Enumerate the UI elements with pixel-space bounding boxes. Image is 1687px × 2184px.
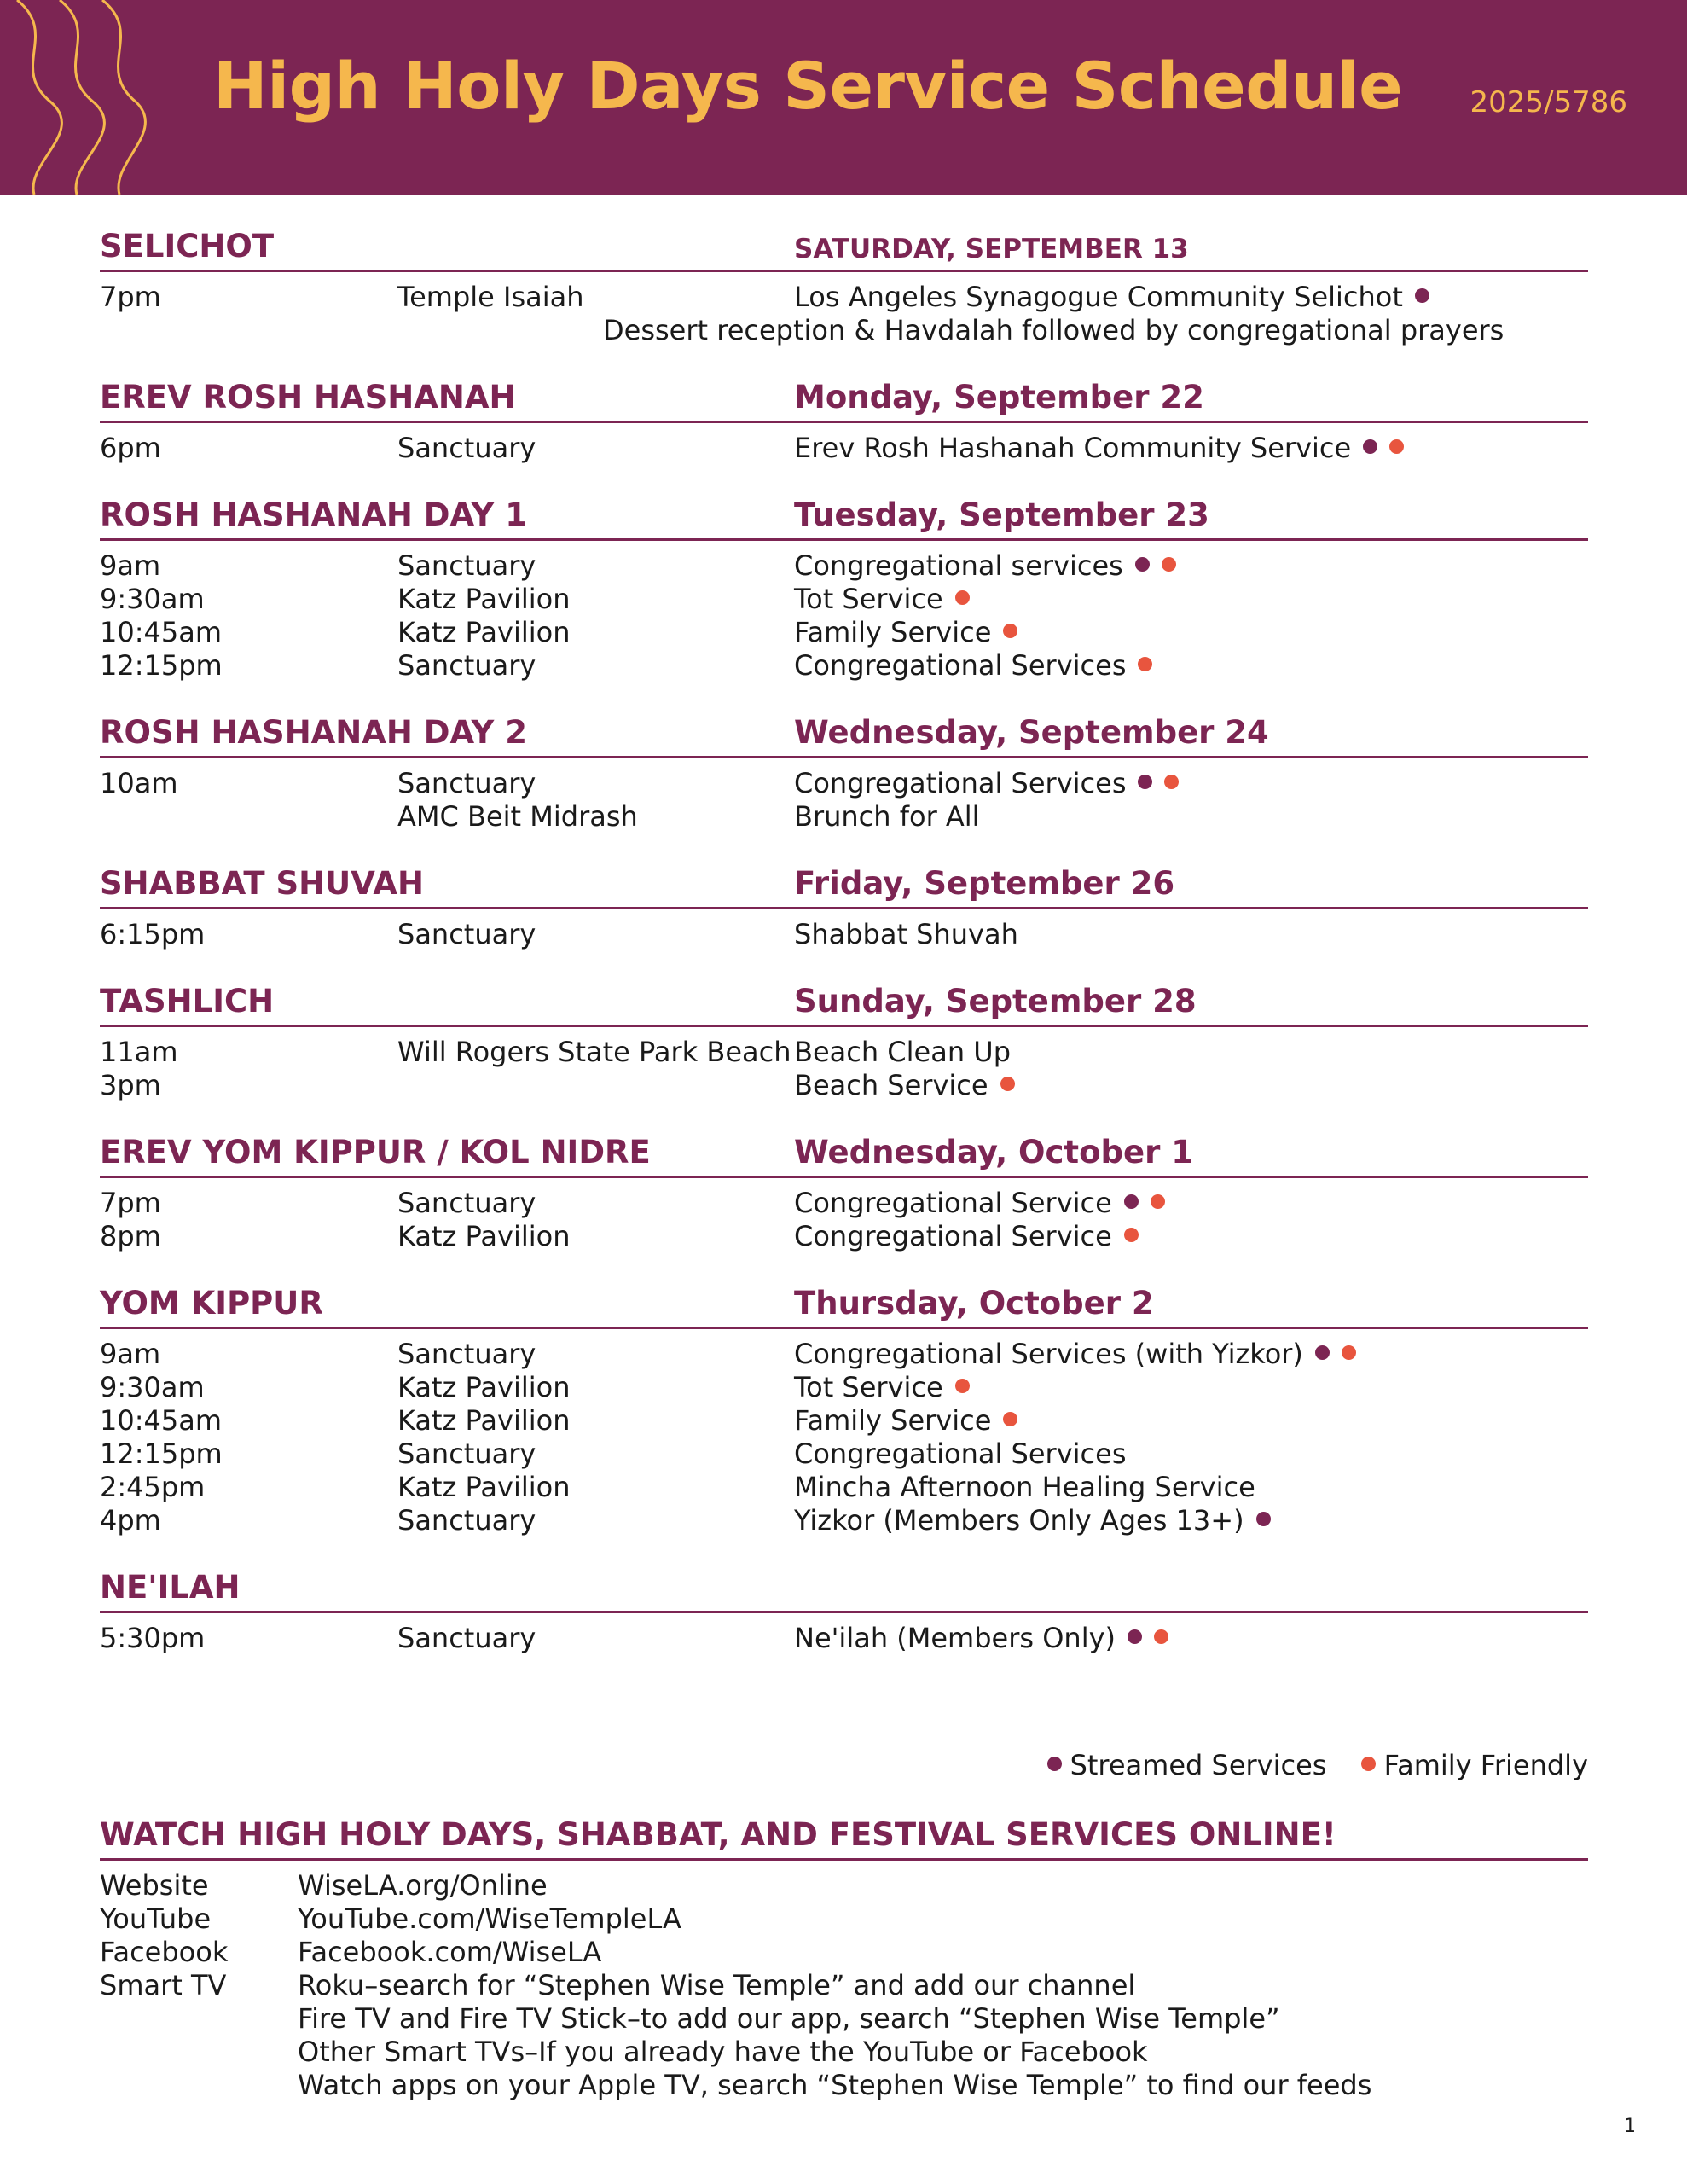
time: 9:30am: [100, 1371, 205, 1403]
page-number: 1: [1624, 2116, 1636, 2137]
event-name: Family Service: [794, 616, 992, 648]
watch-label: Smart TV: [100, 1969, 227, 2001]
page-title: High Holy Days Service Schedule: [213, 48, 1403, 124]
section-date: Tuesday, September 23: [794, 497, 1209, 533]
event-name: Congregational services: [794, 549, 1123, 582]
schedule-row: [100, 281, 1588, 314]
location: Sanctuary: [397, 1438, 536, 1470]
page-header: [0, 0, 1687, 195]
section-name: TASHLICH: [100, 983, 275, 1019]
section-rows: [100, 1027, 1588, 1102]
legend-streamed: [1047, 1749, 1327, 1781]
watch-value: Watch apps on your Apple TV, search “Stephen Wise Temple” to find our feeds: [298, 2069, 1372, 2101]
section-header: [100, 376, 1588, 423]
schedule-row: [100, 1404, 1588, 1438]
watch-label: Facebook: [100, 1936, 229, 1968]
event-name: Yizkor (Members Only Ages 13+): [794, 1504, 1244, 1536]
section-rows: [100, 541, 1588, 682]
schedule-row: [100, 1371, 1588, 1404]
section-name: YOM KIPPUR: [100, 1285, 323, 1321]
event: [794, 1220, 1139, 1253]
event: [794, 649, 1152, 682]
legend-family-label: Family Friendly: [1383, 1749, 1588, 1781]
section-date: Wednesday, September 24: [794, 714, 1269, 751]
location: Sanctuary: [397, 1338, 536, 1370]
time: 7pm: [100, 1187, 161, 1219]
time: 8pm: [100, 1220, 161, 1252]
section-header: [100, 1131, 1588, 1178]
event: [794, 432, 1404, 465]
time: 10am: [100, 767, 178, 799]
section-rows: [100, 1613, 1588, 1655]
schedule-row: [100, 549, 1588, 583]
location: Sanctuary: [397, 1187, 536, 1219]
event-name: Beach Clean Up: [794, 1036, 1012, 1068]
watch-value: Other Smart TVs–If you already have the YouTube or Facebook: [298, 2036, 1148, 2068]
section-name: EREV YOM KIPPUR / KOL NIDRE: [100, 1134, 651, 1170]
section: [100, 712, 1588, 834]
event: [794, 767, 1179, 800]
family-dot-icon: [955, 1379, 970, 1393]
schedule-row: [100, 1338, 1588, 1371]
watch-rows: [100, 1861, 1588, 2102]
event: [794, 1622, 1168, 1655]
event-name: Erev Rosh Hashanah Community Service: [794, 432, 1352, 464]
event-name: Congregational Services: [794, 649, 1127, 682]
event-name: Brunch for All: [794, 800, 980, 833]
event: [794, 1471, 1255, 1504]
schedule-row: [100, 649, 1588, 682]
event-name: Tot Service: [794, 583, 943, 615]
section-date: SATURDAY, SEPTEMBER 13: [794, 234, 1189, 264]
family-dot-icon: [1162, 557, 1176, 572]
family-dot-icon: [1342, 1345, 1356, 1360]
watch-row: [100, 2002, 1588, 2036]
section-name: ROSH HASHANAH DAY 1: [100, 497, 527, 533]
schedule-row: [100, 1220, 1588, 1253]
event-name: Congregational Services: [794, 1438, 1127, 1470]
family-dot-icon: [1154, 1629, 1168, 1644]
section-rows: [100, 909, 1588, 951]
location: Katz Pavilion: [397, 1471, 571, 1503]
watch-row: [100, 1969, 1588, 2002]
event: [794, 1371, 970, 1404]
family-dot-icon: [1389, 439, 1404, 454]
section-name: SHABBAT SHUVAH: [100, 865, 424, 902]
streamed-dot-icon: [1363, 439, 1377, 454]
location: Sanctuary: [397, 918, 536, 950]
schedule-row: [100, 918, 1588, 951]
section: [100, 863, 1588, 951]
event-name: Shabbat Shuvah: [794, 918, 1018, 950]
event: [794, 583, 970, 616]
family-dot-icon: [1151, 1194, 1165, 1209]
event: [794, 281, 1429, 314]
family-dot-icon: [1003, 624, 1017, 638]
time: 5:30pm: [100, 1622, 206, 1654]
section-name: EREV ROSH HASHANAH: [100, 379, 516, 415]
event-name: Congregational Services (with Yizkor): [794, 1338, 1303, 1370]
watch-row: [100, 1936, 1588, 1969]
watch-row: [100, 2036, 1588, 2069]
schedule: [100, 225, 1588, 1684]
family-dot-icon: [1361, 1757, 1376, 1771]
location: Katz Pavilion: [397, 1404, 571, 1437]
schedule-row: [100, 1187, 1588, 1220]
section: [100, 225, 1588, 347]
section-name: ROSH HASHANAH DAY 2: [100, 714, 527, 751]
watch-heading-bar: [100, 1812, 1588, 1861]
time: 7pm: [100, 281, 161, 313]
time: 6:15pm: [100, 918, 206, 950]
legend-family: [1361, 1749, 1588, 1781]
section-rows: [100, 758, 1588, 834]
section-rows: [100, 423, 1588, 465]
schedule-row: [100, 1504, 1588, 1537]
event: [794, 549, 1176, 583]
section-name: SELICHOT: [100, 228, 275, 264]
schedule-row: [100, 1036, 1588, 1069]
time: 4pm: [100, 1504, 161, 1536]
streamed-dot-icon: [1128, 1629, 1142, 1644]
streamed-dot-icon: [1315, 1345, 1330, 1360]
section-header: [100, 1282, 1588, 1329]
location: Sanctuary: [397, 432, 536, 464]
location: Katz Pavilion: [397, 1371, 571, 1403]
section: [100, 980, 1588, 1102]
schedule-row: [100, 432, 1588, 465]
section-date: Wednesday, October 1: [794, 1134, 1193, 1170]
section: [100, 494, 1588, 682]
section-date: Sunday, September 28: [794, 983, 1197, 1019]
section-rows: [100, 1178, 1588, 1253]
watch-online-section: [100, 1812, 1588, 2102]
wave-decoration-icon: [0, 0, 171, 195]
location: Sanctuary: [397, 1504, 536, 1536]
family-dot-icon: [1164, 775, 1179, 789]
schedule-row: [100, 583, 1588, 616]
time: 2:45pm: [100, 1471, 206, 1503]
watch-label: Website: [100, 1869, 209, 1902]
location: Sanctuary: [397, 649, 536, 682]
section-header: [100, 863, 1588, 909]
section-header: [100, 225, 1588, 272]
section-header: [100, 494, 1588, 541]
event-name: Congregational Service: [794, 1220, 1112, 1252]
event-name: Family Service: [794, 1404, 992, 1437]
location: Will Rogers State Park Beach: [397, 1036, 791, 1068]
watch-heading: WATCH HIGH HOLY DAYS, SHABBAT, AND FESTIVAL SERVICES ONLINE!: [100, 1816, 1336, 1853]
section-name: NE'ILAH: [100, 1569, 241, 1606]
event: [794, 1036, 1011, 1069]
schedule-row: [100, 800, 1588, 834]
legend: [1022, 1749, 1588, 1781]
section: [100, 1131, 1588, 1253]
section: [100, 1566, 1588, 1655]
event: [794, 1504, 1271, 1537]
event: [794, 1404, 1017, 1438]
event: [794, 1438, 1126, 1471]
section-date: Friday, September 26: [794, 865, 1175, 902]
location: Katz Pavilion: [397, 616, 571, 648]
watch-label: YouTube: [100, 1902, 212, 1935]
time: 12:15pm: [100, 1438, 223, 1470]
section-header: [100, 980, 1588, 1027]
location: Katz Pavilion: [397, 583, 571, 615]
watch-value: Fire TV and Fire TV Stick–to add our app, search “Stephen Wise Temple”: [298, 2002, 1280, 2035]
event: [794, 1069, 1015, 1102]
family-dot-icon: [1000, 1077, 1015, 1091]
event-name: Tot Service: [794, 1371, 943, 1403]
event-name: Beach Service: [794, 1069, 988, 1101]
schedule-row: [100, 1069, 1588, 1102]
time: 9am: [100, 1338, 161, 1370]
schedule-row: [100, 767, 1588, 800]
section-note: Dessert reception & Havdalah followed by congregational prayers: [603, 314, 1504, 346]
year-label: 2025/5786: [1470, 85, 1627, 119]
event-name: Congregational Service: [794, 1187, 1112, 1219]
family-dot-icon: [1003, 1412, 1017, 1426]
family-dot-icon: [1138, 657, 1152, 671]
time: 3pm: [100, 1069, 161, 1101]
event: [794, 616, 1017, 649]
time: 12:15pm: [100, 649, 223, 682]
section: [100, 1282, 1588, 1537]
section-date: Thursday, October 2: [794, 1285, 1154, 1321]
section: [100, 376, 1588, 465]
section-header: [100, 1566, 1588, 1613]
time: 9am: [100, 549, 161, 582]
schedule-row: [100, 1622, 1588, 1655]
watch-row: [100, 2069, 1588, 2102]
location: Sanctuary: [397, 1622, 536, 1654]
family-dot-icon: [955, 590, 970, 605]
section-header: [100, 712, 1588, 758]
streamed-dot-icon: [1415, 288, 1429, 303]
event-name: Mincha Afternoon Healing Service: [794, 1471, 1255, 1503]
event-name: Congregational Services: [794, 767, 1127, 799]
section-rows: [100, 272, 1588, 347]
section-date: Monday, September 22: [794, 379, 1204, 415]
watch-value: WiseLA.org/Online: [298, 1869, 548, 1902]
location: Temple Isaiah: [397, 281, 584, 313]
time: 9:30am: [100, 583, 205, 615]
time: 6pm: [100, 432, 161, 464]
event-name: Ne'ilah (Members Only): [794, 1622, 1116, 1654]
event: [794, 918, 1018, 951]
event-name: Los Angeles Synagogue Community Selichot: [794, 281, 1403, 313]
watch-value: Roku–search for “Stephen Wise Temple” and add our channel: [298, 1969, 1136, 2001]
schedule-row: [100, 1438, 1588, 1471]
time: 11am: [100, 1036, 178, 1068]
watch-value: Facebook.com/WiseLA: [298, 1936, 602, 1968]
schedule-row: [100, 1471, 1588, 1504]
location: AMC Beit Midrash: [397, 800, 638, 833]
location: Katz Pavilion: [397, 1220, 571, 1252]
streamed-dot-icon: [1135, 557, 1150, 572]
watch-row: [100, 1869, 1588, 1902]
location: Sanctuary: [397, 767, 536, 799]
schedule-row: [100, 616, 1588, 649]
location: Sanctuary: [397, 549, 536, 582]
streamed-dot-icon: [1256, 1512, 1271, 1526]
legend-streamed-label: Streamed Services: [1070, 1749, 1327, 1781]
time: 10:45am: [100, 616, 222, 648]
streamed-dot-icon: [1138, 775, 1152, 789]
streamed-dot-icon: [1047, 1757, 1062, 1771]
watch-value: YouTube.com/WiseTempleLA: [298, 1902, 681, 1935]
section-rows: [100, 1329, 1588, 1537]
streamed-dot-icon: [1124, 1194, 1139, 1209]
event: [794, 800, 980, 834]
time: 10:45am: [100, 1404, 222, 1437]
family-dot-icon: [1124, 1228, 1139, 1242]
event: [794, 1338, 1356, 1371]
event: [794, 1187, 1165, 1220]
watch-row: [100, 1902, 1588, 1936]
